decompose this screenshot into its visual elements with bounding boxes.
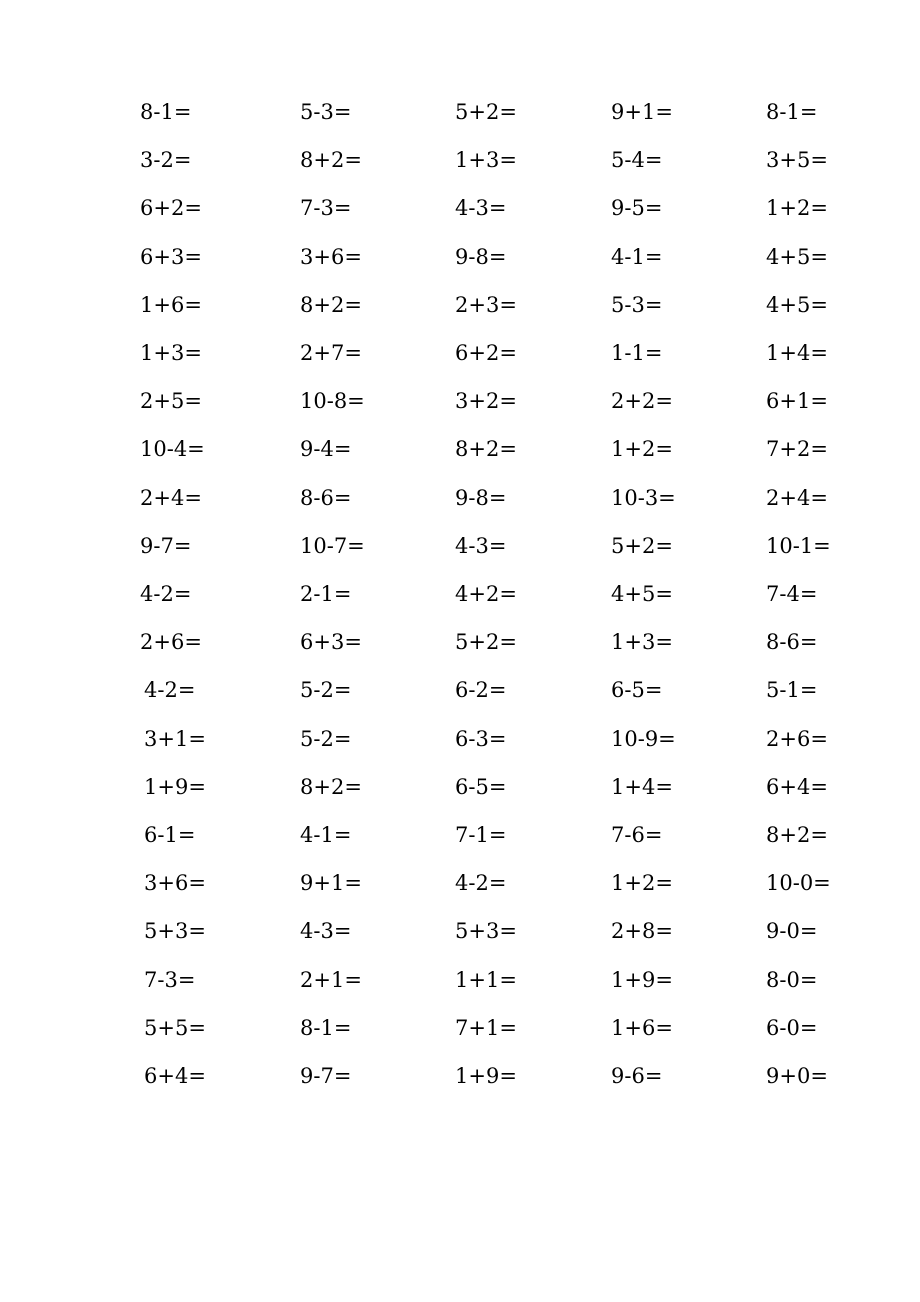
math-problem: 3-2=	[140, 148, 192, 173]
math-problem: 2+1=	[300, 967, 362, 992]
math-problem: 5+2=	[455, 100, 517, 124]
math-problem: 8+2=	[766, 823, 828, 847]
math-problem: 9-6=	[611, 1064, 663, 1088]
math-problem: 1+2=	[766, 196, 828, 221]
problem-row	[0, 486, 920, 534]
math-problem: 1+9=	[144, 774, 206, 799]
problem-row	[0, 341, 920, 389]
math-problem: 1+3=	[611, 630, 673, 655]
math-problem: 2+8=	[611, 919, 673, 944]
math-problem: 8-6=	[766, 630, 818, 655]
math-problem: 1+2=	[611, 871, 673, 896]
problem-row	[0, 534, 920, 582]
math-problem: 1+9=	[611, 967, 673, 992]
math-problem: 10-7=	[300, 533, 365, 558]
math-problem: 6-2=	[455, 678, 507, 703]
math-problem: 9+0=	[766, 1064, 828, 1088]
math-problem: 1+3=	[455, 148, 517, 173]
math-problem: 10-8=	[300, 389, 365, 414]
math-problem: 6+1=	[766, 389, 828, 414]
math-problem: 8-1=	[140, 100, 192, 124]
problem-row	[0, 148, 920, 196]
math-problem: 2+4=	[140, 485, 202, 510]
math-problem: 1+4=	[611, 774, 673, 799]
problem-row	[0, 437, 920, 485]
math-problem: 8+2=	[300, 774, 362, 799]
problem-row	[0, 389, 920, 437]
math-problem: 5+2=	[455, 630, 517, 655]
math-problem: 7-6=	[611, 823, 663, 847]
problem-row	[0, 1064, 920, 1112]
math-problem: 4-1=	[300, 823, 352, 847]
math-problem: 4+5=	[766, 244, 828, 269]
problem-row	[0, 100, 920, 148]
math-problem: 9+1=	[611, 100, 673, 124]
math-problem: 1+2=	[611, 437, 673, 462]
math-problem: 1+4=	[766, 341, 828, 365]
math-problem: 2+7=	[300, 341, 362, 365]
problem-row	[0, 678, 920, 726]
math-problem: 4+2=	[455, 582, 517, 606]
math-problem: 1-1=	[611, 341, 663, 365]
math-problem: 6+4=	[766, 774, 828, 799]
math-problem: 3+6=	[300, 244, 362, 269]
problem-row	[0, 919, 920, 967]
math-problem: 2-1=	[300, 582, 352, 606]
math-problem: 7-3=	[300, 196, 352, 221]
problem-row	[0, 582, 920, 630]
math-problem: 6-1=	[144, 823, 196, 847]
math-problem: 10-3=	[611, 485, 676, 510]
math-problem: 4-1=	[611, 244, 663, 269]
math-problem: 6+3=	[140, 244, 202, 269]
math-problem: 4-3=	[455, 196, 507, 221]
math-problem: 9-7=	[140, 533, 192, 558]
math-problem: 1+6=	[140, 292, 202, 317]
math-problem: 7+2=	[766, 437, 828, 462]
math-problem: 2+2=	[611, 389, 673, 414]
math-problem: 1+9=	[455, 1064, 517, 1088]
math-problem: 5+5=	[144, 1015, 206, 1040]
problem-row	[0, 727, 920, 775]
math-problem: 6+4=	[144, 1064, 206, 1088]
problem-row	[0, 196, 920, 244]
math-problem: 6+2=	[455, 341, 517, 365]
math-problem: 5-2=	[300, 678, 352, 703]
math-problem: 3+6=	[144, 871, 206, 896]
math-problem: 9-8=	[455, 485, 507, 510]
math-problem: 8-1=	[766, 100, 818, 124]
math-problem: 5+2=	[611, 533, 673, 558]
math-problem: 5-3=	[611, 292, 663, 317]
math-problem: 7+1=	[455, 1015, 517, 1040]
math-problem: 1+3=	[140, 341, 202, 365]
math-problem: 4-3=	[455, 533, 507, 558]
math-problem: 5+3=	[144, 919, 206, 944]
math-problem: 5+3=	[455, 919, 517, 944]
math-problem: 6-5=	[611, 678, 663, 703]
math-problem: 10-9=	[611, 726, 676, 751]
math-problem: 6-3=	[455, 726, 507, 751]
math-problem: 4-3=	[300, 919, 352, 944]
math-problem: 6-5=	[455, 774, 507, 799]
math-problem: 9-5=	[611, 196, 663, 221]
math-problem: 9+1=	[300, 871, 362, 896]
math-problem: 9-8=	[455, 244, 507, 269]
math-problem: 4-2=	[140, 582, 192, 606]
problem-row	[0, 245, 920, 293]
math-problem: 7-4=	[766, 582, 818, 606]
math-problem: 1+6=	[611, 1015, 673, 1040]
math-problem: 8+2=	[300, 292, 362, 317]
math-problem: 9-4=	[300, 437, 352, 462]
math-problem: 3+2=	[455, 389, 517, 414]
math-problem: 6-0=	[766, 1015, 818, 1040]
math-problem: 2+4=	[766, 485, 828, 510]
math-problem: 5-4=	[611, 148, 663, 173]
math-problem: 2+3=	[455, 292, 517, 317]
math-problem: 8-6=	[300, 485, 352, 510]
math-problem: 4+5=	[611, 582, 673, 606]
problem-row	[0, 823, 920, 871]
math-problem: 9-0=	[766, 919, 818, 944]
math-problem: 10-0=	[766, 871, 831, 896]
math-problem: 8-0=	[766, 967, 818, 992]
math-problem: 9-7=	[300, 1064, 352, 1088]
math-problem: 5-1=	[766, 678, 818, 703]
math-problem: 4+5=	[766, 292, 828, 317]
math-problem: 2+6=	[766, 726, 828, 751]
math-problem: 8+2=	[455, 437, 517, 462]
problem-row	[0, 871, 920, 919]
math-problem: 8-1=	[300, 1015, 352, 1040]
math-problem: 7-3=	[144, 967, 196, 992]
math-problem: 6+3=	[300, 630, 362, 655]
math-problem: 4-2=	[455, 871, 507, 896]
math-problem: 6+2=	[140, 196, 202, 221]
math-problem: 4-2=	[144, 678, 196, 703]
problem-row	[0, 968, 920, 1016]
math-problem: 1+1=	[455, 967, 517, 992]
math-problem: 10-1=	[766, 533, 831, 558]
math-problem: 2+6=	[140, 630, 202, 655]
math-problem: 5-2=	[300, 726, 352, 751]
math-problem: 3+1=	[144, 726, 206, 751]
math-problem: 7-1=	[455, 823, 507, 847]
math-problem: 3+5=	[766, 148, 828, 173]
problem-row	[0, 775, 920, 823]
problem-row	[0, 630, 920, 678]
math-problem: 5-3=	[300, 100, 352, 124]
problem-row	[0, 293, 920, 341]
math-problem: 8+2=	[300, 148, 362, 173]
math-problem: 2+5=	[140, 389, 202, 414]
math-problem: 10-4=	[140, 437, 205, 462]
problem-row	[0, 1016, 920, 1064]
